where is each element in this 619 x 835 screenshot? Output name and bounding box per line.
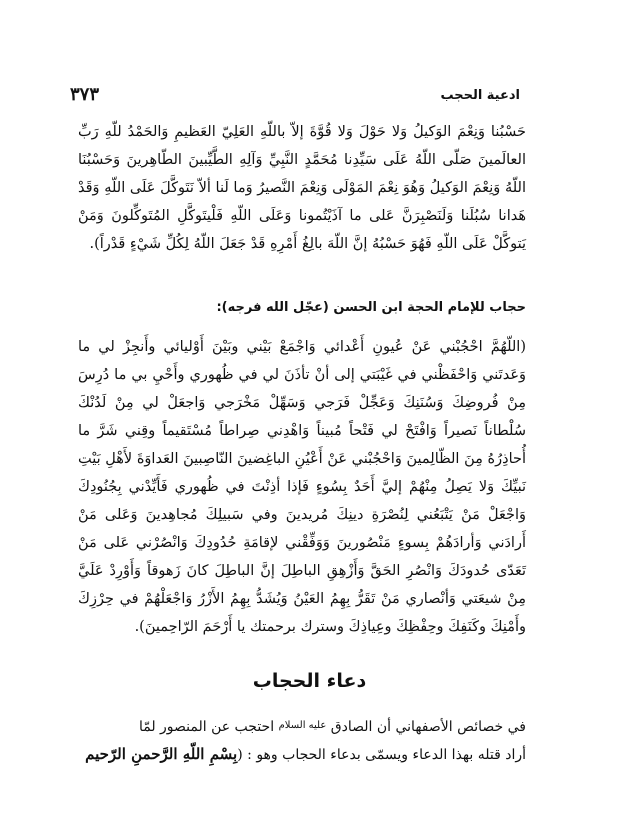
running-title: ادعية الحجب <box>440 88 520 103</box>
section-heading: حجاب للإمام الحجة ابن الحسن (عجّل الله فرجه): <box>216 300 526 315</box>
intro-line-1-start: في خصائص الأصفهاني أن الصادق <box>330 719 526 735</box>
hijab-prayer-text: (اللّهُمَّ احْجُبْني عَنْ عُيونِ أَعْدائي وَاجْمَعْ بَيْني وبَيْنَ أَوْليائي وأَنجِزْ لي ما وَعَدتَني وَاحْفَظْني في غَيْبَتي إلى أنْ تأذَنَ لي في ظُهوري وأَحْيِ بي ما دُرِسَ مِنْ فُروضِكَ وَسُنَنِكَ وَعَجِّلْ فَرَجي وَسَهِّلْ مَخْرَجي وَاجعَلْ لي مِنْ لَدُنْكَ سُلْطاناً نَصيراً وَافْتَحْ لي فَتْحاً مُبيناً وَاهْدِني صِراطاً مُسْتَقيماً وقِني شَرَّ ما أُحاذِرُهُ مِنَ الظّالِمينَ وَاحْجُبْني عَنْ أَعْيُنِ الباغِضينَ النّاصِبينَ العَداوَةَ لأَهْلِ بَيْتِ نَبيِّكَ وَلا يَصِلُ مِنْهُمْ إليَّ أَحَدٌ بِسُوءٍ فَإذا أذِنْتَ في ظُهوري فَأَيِّدْني بِجُنُودِكَ وَاجْعَلْ مَنْ يَتْبَعُني لِنُصْرَةِ دينِكَ مُريدينَ وفي سَبيلِكَ مُجاهِدينَ وَعَلى مَنْ أَرادَني وَأرادَهُمْ بِسوءٍ مَنْصُورينَ وَوَفِّقْني لإقامَةِ حُدُودِكَ وَانْصُرْني عَلى مَنْ تَعَدّى حُدودَكَ وَانْصُرِ الحَقَّ وَأَزْهِقِ الباطِلَ إنَّ الباطِلَ كانَ زَهوقاً وَأَوْرِدْ عَلَيَّ مِنْ شيعَتي وَأنْصاري مَنْ تَقَرُّ بِهِمُ العَيْنُ وَيُشَدُّ بِهِمُ الأَزْرُ وَاجْعَلْهُمْ في حِرْزِكَ وأَمْنِكَ وكَنَفِكَ وحِفْظِكَ وعِياذِكَ وسترك برحمتك يا أَرْحَمَ الرّاحِمينَ). <box>78 339 526 635</box>
honorific-mark: عليه السلام <box>278 720 327 731</box>
page-header <box>70 84 520 112</box>
intro-line-1-end: احتجب عن المنصور لمّا <box>138 719 275 735</box>
intro-line-2 <box>78 741 526 769</box>
intro-paragraph <box>78 712 526 769</box>
intro-line-1 <box>78 712 526 741</box>
prayer-continuation: حَسْبُنا وَنِعْمَ الوَكيلُ وَلا حَوْلَ وَلا قُوَّةَ إلاّ باللّهِ العَلِيّ العَظيمِ وَالحَمْدُ للّهِ رَبِّ العالَمينَ صَلّى اللّهُ عَلَى سَيِّدِنا مُحَمَّدٍ النَّبِيِّ وَآلِهِ الطَّيِّبينَ الطّاهِرينَ وَحَسْبُنَا اللّهُ وَنِعْمَ الوَكيلُ وَهُوَ نِعْمَ المَوْلَى وَنِعْمَ النَّصيرُ وَما لَنا ألاّ نَتَوكَّلَ عَلَى اللّهِ وَقَدْ هَدانا سُبُلَنا وَلَنَصْبِرَنَّ عَلى ما آذَيْتُمونا وَعَلَى اللّهِ فَلْيتَوكَّلِ المُتَوكِّلونَ وَمَنْ يَتوكَّلْ عَلَى اللّهِ فَهُوَ حَسْبُهُ إنَّ اللّهَ بالِغُ أَمْرِهِ قَدْ جَعَلَ اللّهُ لِكُلِّ شَيْءٍ قَدْراً). <box>78 124 526 252</box>
page-number: ٣٧٣ <box>70 84 100 105</box>
section-title: دعاء الحجاب <box>252 670 367 692</box>
basmala: بِسْمِ اللّهِ الرَّحمنِ الرّحيم <box>85 745 238 763</box>
intro-line-2-start: أراد قتله بهذا الدعاء ويسمّى بدعاء الحجاب وهو : ( <box>237 747 526 763</box>
